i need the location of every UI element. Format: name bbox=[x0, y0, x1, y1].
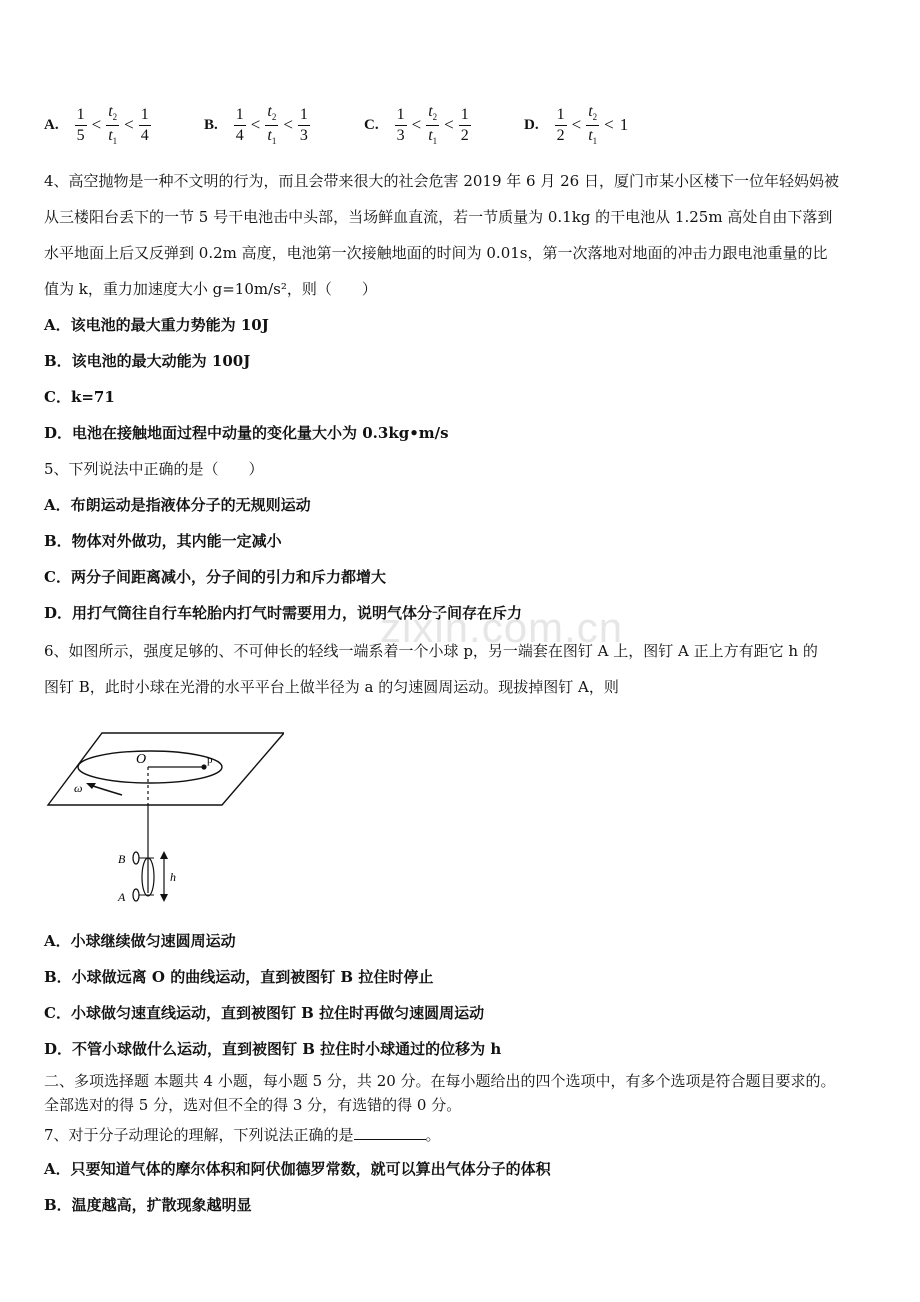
q7-stem bbox=[44, 1124, 441, 1145]
q7-option-b[interactable]: B．温度越高，扩散现象越明显 bbox=[44, 1196, 252, 1214]
q6-option-b[interactable]: B．小球做远离 O 的曲线运动，直到被图钉 B 拉住时停止 bbox=[44, 968, 434, 986]
option-label: C. bbox=[364, 116, 379, 133]
label-O: O bbox=[136, 752, 147, 767]
option-label: B. bbox=[204, 116, 218, 133]
q3-options bbox=[44, 100, 874, 150]
fraction-left: $\frac{1}{3}$ bbox=[396, 105, 405, 144]
section2-line1: 二、多项选择题 本题共 4 小题，每小题 5 分，共 20 分。在每小题给出的四个选项中，有多个选项是符合题目要求的。 bbox=[44, 1072, 836, 1090]
ball-p bbox=[201, 764, 206, 769]
fraction-t2-t1: $\frac{t_2}{t_1}$ bbox=[588, 103, 598, 146]
value-one: 1 bbox=[619, 115, 629, 134]
q5-option-c[interactable]: C．两分子间距离减小，分子间的引力和斥力都增大 bbox=[44, 568, 386, 586]
q5-stem: 5、下列说法中正确的是（ ） bbox=[44, 460, 264, 478]
fraction-t2-t1: $\frac{t_2}{t_1}$ bbox=[428, 103, 438, 146]
q3-option-b[interactable]: B. $\frac{1}{4}$ < $\frac{t_2}{t_1}$ < $\frac{1}{3}$ bbox=[204, 103, 308, 146]
q4-option-c[interactable]: C．k=71 bbox=[44, 388, 115, 406]
fraction-left: $\frac{1}{5}$ bbox=[76, 105, 85, 144]
q5-option-d[interactable]: D．用打气筒往自行车轮胎内打气时需要用力，说明气体分子间存在斥力 bbox=[44, 604, 523, 622]
fraction-left: $\frac{1}{2}$ bbox=[556, 105, 565, 144]
q3-option-a[interactable]: A. $\frac{1}{5}$ < $\frac{t_2}{t_1}$ < $\frac{1}{4}$ bbox=[44, 103, 149, 146]
pin-b bbox=[133, 852, 139, 864]
label-p: p bbox=[207, 754, 213, 766]
label-B: B bbox=[118, 852, 126, 866]
q3-option-d[interactable]: D. $\frac{1}{2}$ < $\frac{t_2}{t_1}$ < 1 bbox=[524, 103, 629, 146]
label-A: A bbox=[118, 890, 126, 904]
q7-option-a[interactable]: A．只要知道气体的摩尔体积和阿伏伽德罗常数，就可以算出气体分子的体积 bbox=[44, 1160, 551, 1178]
q4-stem-line1: 4、高空抛物是一种不文明的行为，而且会带来很大的社会危害 2019 年 6 月 26 日，厦门市某小区楼下一位年轻妈妈被 bbox=[44, 172, 839, 190]
q3-option-c[interactable]: C. $\frac{1}{3}$ < $\frac{t_2}{t_1}$ < $\frac{1}{2}$ bbox=[364, 103, 469, 146]
option-label: A. bbox=[44, 116, 59, 133]
q4-stem-line4: 值为 k，重力加速度大小 g=10m/s²，则（ ） bbox=[44, 280, 377, 298]
label-omega: ω bbox=[74, 781, 83, 795]
watermark: zixin.com.cn bbox=[380, 604, 624, 651]
fraction-right: $\frac{1}{4}$ bbox=[140, 105, 149, 144]
fraction-right: $\frac{1}{2}$ bbox=[460, 105, 469, 144]
rotation-arrow bbox=[90, 785, 122, 795]
q6-diagram bbox=[44, 725, 284, 915]
q4-stem-line3: 水平地面上后又反弹到 0.2m 高度，电池第一次接触地面的时间为 0.01s，第一次落地对地面的冲击力跟电池重量的比 bbox=[44, 244, 828, 262]
q5-option-b[interactable]: B．物体对外做功，其内能一定减小 bbox=[44, 532, 282, 550]
q6-stem-line1: 6、如图所示，强度足够的、不可伸长的轻线一端系着一个小球 p，另一端套在图钉 A 上，图钉 A 正上方有距它 h 的 bbox=[44, 642, 818, 660]
label-h: h bbox=[170, 870, 176, 884]
section2-line2: 全部选对的得 5 分，选对但不全的得 3 分，有选错的得 0 分。 bbox=[44, 1096, 462, 1114]
h-arrow-up bbox=[160, 851, 168, 859]
q7-stem-end: 。 bbox=[425, 1126, 441, 1144]
q4-option-b[interactable]: B．该电池的最大动能为 100J bbox=[44, 352, 251, 370]
fraction-t2-t1: $\frac{t_2}{t_1}$ bbox=[267, 103, 277, 146]
q4-option-a[interactable]: A．该电池的最大重力势能为 10J bbox=[44, 316, 269, 334]
q6-stem-line2: 图钉 B，此时小球在光滑的水平平台上做半径为 a 的匀速圆周运动。现拔掉图钉 A，则 bbox=[44, 678, 619, 696]
h-arrow-down bbox=[160, 894, 168, 902]
fraction-right: $\frac{1}{3}$ bbox=[299, 105, 308, 144]
q4-stem-line2: 从三楼阳台丢下的一节 5 号干电池击中头部，当场鲜血直流，若一节质量为 0.1kg 的干电池从 1.25m 高处自由下落到 bbox=[44, 208, 833, 226]
answer-blank[interactable] bbox=[354, 1125, 426, 1140]
platform-plane bbox=[48, 733, 284, 805]
q7-stem-text: 7、对于分子动理论的理解，下列说法正确的是 bbox=[44, 1126, 354, 1144]
q4-option-d[interactable]: D．电池在接触地面过程中动量的变化量大小为 0.3kg•m/s bbox=[44, 424, 449, 442]
q6-option-a[interactable]: A．小球继续做匀速圆周运动 bbox=[44, 932, 236, 950]
q6-option-c[interactable]: C．小球做匀速直线运动，直到被图钉 B 拉住时再做匀速圆周运动 bbox=[44, 1004, 485, 1022]
fraction-left: $\frac{1}{4}$ bbox=[235, 105, 244, 144]
pin-a bbox=[133, 889, 139, 901]
q6-option-d[interactable]: D．不管小球做什么运动，直到被图钉 B 拉住时小球通过的位移为 h bbox=[44, 1040, 502, 1058]
fraction-t2-t1: $\frac{t_2}{t_1}$ bbox=[108, 103, 118, 146]
option-label: D. bbox=[524, 116, 539, 133]
q5-option-a[interactable]: A．布朗运动是指液体分子的无规则运动 bbox=[44, 496, 311, 514]
